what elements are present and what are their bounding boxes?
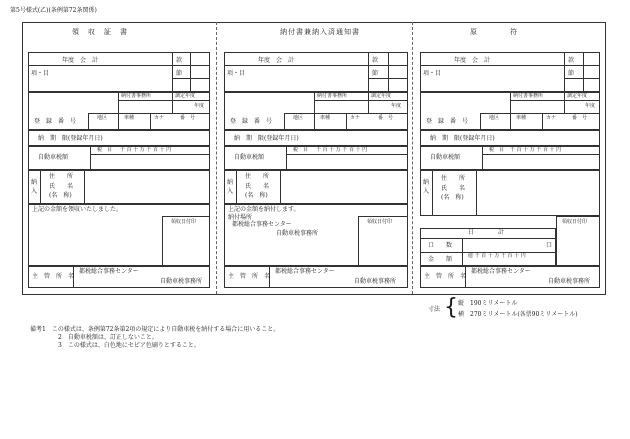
- tax-item: 税 目: [489, 147, 505, 153]
- deadline: 納 期 限(登録年月日): [430, 135, 495, 142]
- number: 番 号: [572, 115, 588, 121]
- reg-label: 登 録 番 号: [426, 118, 469, 125]
- outer-left: [22, 22, 23, 294]
- note-2: 2 自動車税額は、訂正しないこと。: [58, 334, 158, 341]
- corp-label: (名 称): [441, 194, 464, 201]
- chiku: 地区: [293, 115, 304, 121]
- outer-top: [22, 22, 606, 23]
- year-block: [28, 52, 210, 92]
- tax-item: 税 目: [293, 147, 309, 153]
- office-1: 都税総合事務センター: [275, 268, 335, 275]
- setsu-label: 節: [568, 70, 575, 77]
- kan-label: 款: [568, 57, 575, 64]
- dim-vertical: 縦 190ミリメートル: [458, 300, 518, 307]
- notice-office: 納付書事務所: [121, 93, 152, 99]
- address-label: 住 所: [441, 175, 466, 182]
- outer-right: [605, 22, 606, 294]
- office-label: 主 管 所 名: [32, 273, 75, 280]
- kana: カナ: [546, 115, 557, 121]
- office-1: 都税総合事務センター: [471, 268, 531, 275]
- dim-horizontal: 横 270ミリメートル(各票90ミリメートル): [458, 311, 578, 318]
- message: 上記の金額を領収いたしました。: [32, 206, 123, 213]
- chiku: 地区: [97, 115, 108, 121]
- deadline: 納 期 限(登録年月日): [38, 135, 103, 142]
- amount-label: 金 額: [428, 256, 453, 263]
- tax-name: 自動車税額: [234, 154, 265, 161]
- office-2: 自動車税事務所: [354, 278, 397, 285]
- address-label: 住 所: [49, 173, 74, 180]
- setsu-label: 節: [176, 70, 183, 77]
- item-label: 項・目: [423, 70, 442, 77]
- reg-label: 登 録 番 号: [34, 118, 77, 125]
- kana: カナ: [154, 115, 165, 121]
- message: 上記の金額を納付します。: [228, 206, 300, 213]
- tax-name: 自動車税額: [38, 154, 69, 161]
- tax-item: 税 目: [97, 147, 113, 153]
- panel-title: 領 収 証 書: [72, 28, 128, 36]
- shaken: 車種: [320, 115, 331, 121]
- payer-label: 納 入: [31, 179, 38, 195]
- year-label: 年度 会 計: [454, 57, 491, 64]
- address-label: 住 所: [245, 173, 270, 180]
- pay-place: 納付場所: [228, 214, 253, 221]
- tax-name: 自動車税額: [430, 154, 461, 161]
- assess-year: 調定年度: [175, 93, 196, 99]
- seal-label: 領収日付印: [562, 219, 588, 225]
- office-label: 主 管 所 名: [228, 273, 271, 280]
- shaken: 車種: [124, 115, 135, 121]
- deadline: 納 期 限(登録年月日): [234, 135, 299, 142]
- pay-office: 自動車税事務所: [276, 230, 319, 237]
- number: 番 号: [378, 115, 394, 121]
- brace-icon: {: [444, 295, 458, 320]
- perforation-2: [412, 22, 413, 294]
- nendo: 年度: [585, 103, 596, 109]
- office-2: 自動車税事務所: [548, 278, 591, 285]
- payer-label: 納 入: [227, 179, 234, 195]
- digit-header: 千 百 十 万 千 百 十 円: [316, 147, 368, 153]
- office-1: 都税総合事務センター: [79, 268, 139, 275]
- name-label: 氏 名: [441, 185, 466, 192]
- notice-office: 納付書事務所: [513, 93, 544, 99]
- amount-digits: 億 千 百 十 万 千 百 十 円: [468, 253, 526, 259]
- note-1: 備考1 この様式は、条例第72条第2項の規定により自動車税を納付する場合に用いること。: [30, 326, 280, 333]
- year-label: 年度 会 計: [258, 57, 295, 64]
- corp-label: (名 称): [245, 192, 268, 199]
- chiku: 地区: [489, 115, 500, 121]
- count-label: 口 数: [428, 242, 453, 249]
- item-label: 項・目: [227, 70, 246, 77]
- corp-label: (名 称): [49, 192, 72, 199]
- kan-label: 款: [372, 57, 379, 64]
- reg-label: 登 録 番 号: [230, 118, 273, 125]
- assess-year: 調定年度: [567, 93, 588, 99]
- assess-year: 調定年度: [371, 93, 392, 99]
- item-label: 項・目: [31, 70, 50, 77]
- office-label: 主 管 所 名: [424, 273, 467, 280]
- form-label: 第5号様式(乙)(条例第72条関係): [10, 7, 97, 14]
- panel-title: 原 符: [470, 28, 518, 36]
- dim-label: 寸法: [428, 306, 441, 313]
- office-2: 自動車税事務所: [160, 278, 203, 285]
- nendo: 年度: [391, 103, 402, 109]
- pay-center: 都税総合事務センター: [232, 221, 292, 228]
- number: 番 号: [180, 115, 196, 121]
- digit-header: 千 百 十 万 千 百 十 円: [120, 147, 172, 153]
- seal-label: 領収日付印: [367, 219, 393, 225]
- name-label: 氏 名: [245, 183, 270, 190]
- year-label: 年度 会 計: [62, 57, 99, 64]
- count-unit: 口: [546, 242, 553, 249]
- digit-header: 千 百 十 万 千 百 十 円: [510, 147, 562, 153]
- outer-bottom: [22, 294, 606, 295]
- kana: カナ: [350, 115, 361, 121]
- seal-label: 領収日付印: [171, 219, 197, 225]
- shaken: 車種: [516, 115, 527, 121]
- perforation-1: [216, 22, 217, 294]
- kan-label: 款: [176, 57, 183, 64]
- name-label: 氏 名: [49, 183, 74, 190]
- note-3: 3 この様式は、白色地にセピア色刷りとすること。: [58, 342, 200, 349]
- days-label: 日 計: [468, 229, 505, 236]
- nendo: 年度: [194, 103, 205, 109]
- setsu-label: 節: [372, 70, 379, 77]
- panel-title: 納付書兼納入済通知書: [280, 28, 360, 36]
- payer-label: 納 入: [423, 179, 430, 195]
- notice-office: 納付書事務所: [317, 93, 348, 99]
